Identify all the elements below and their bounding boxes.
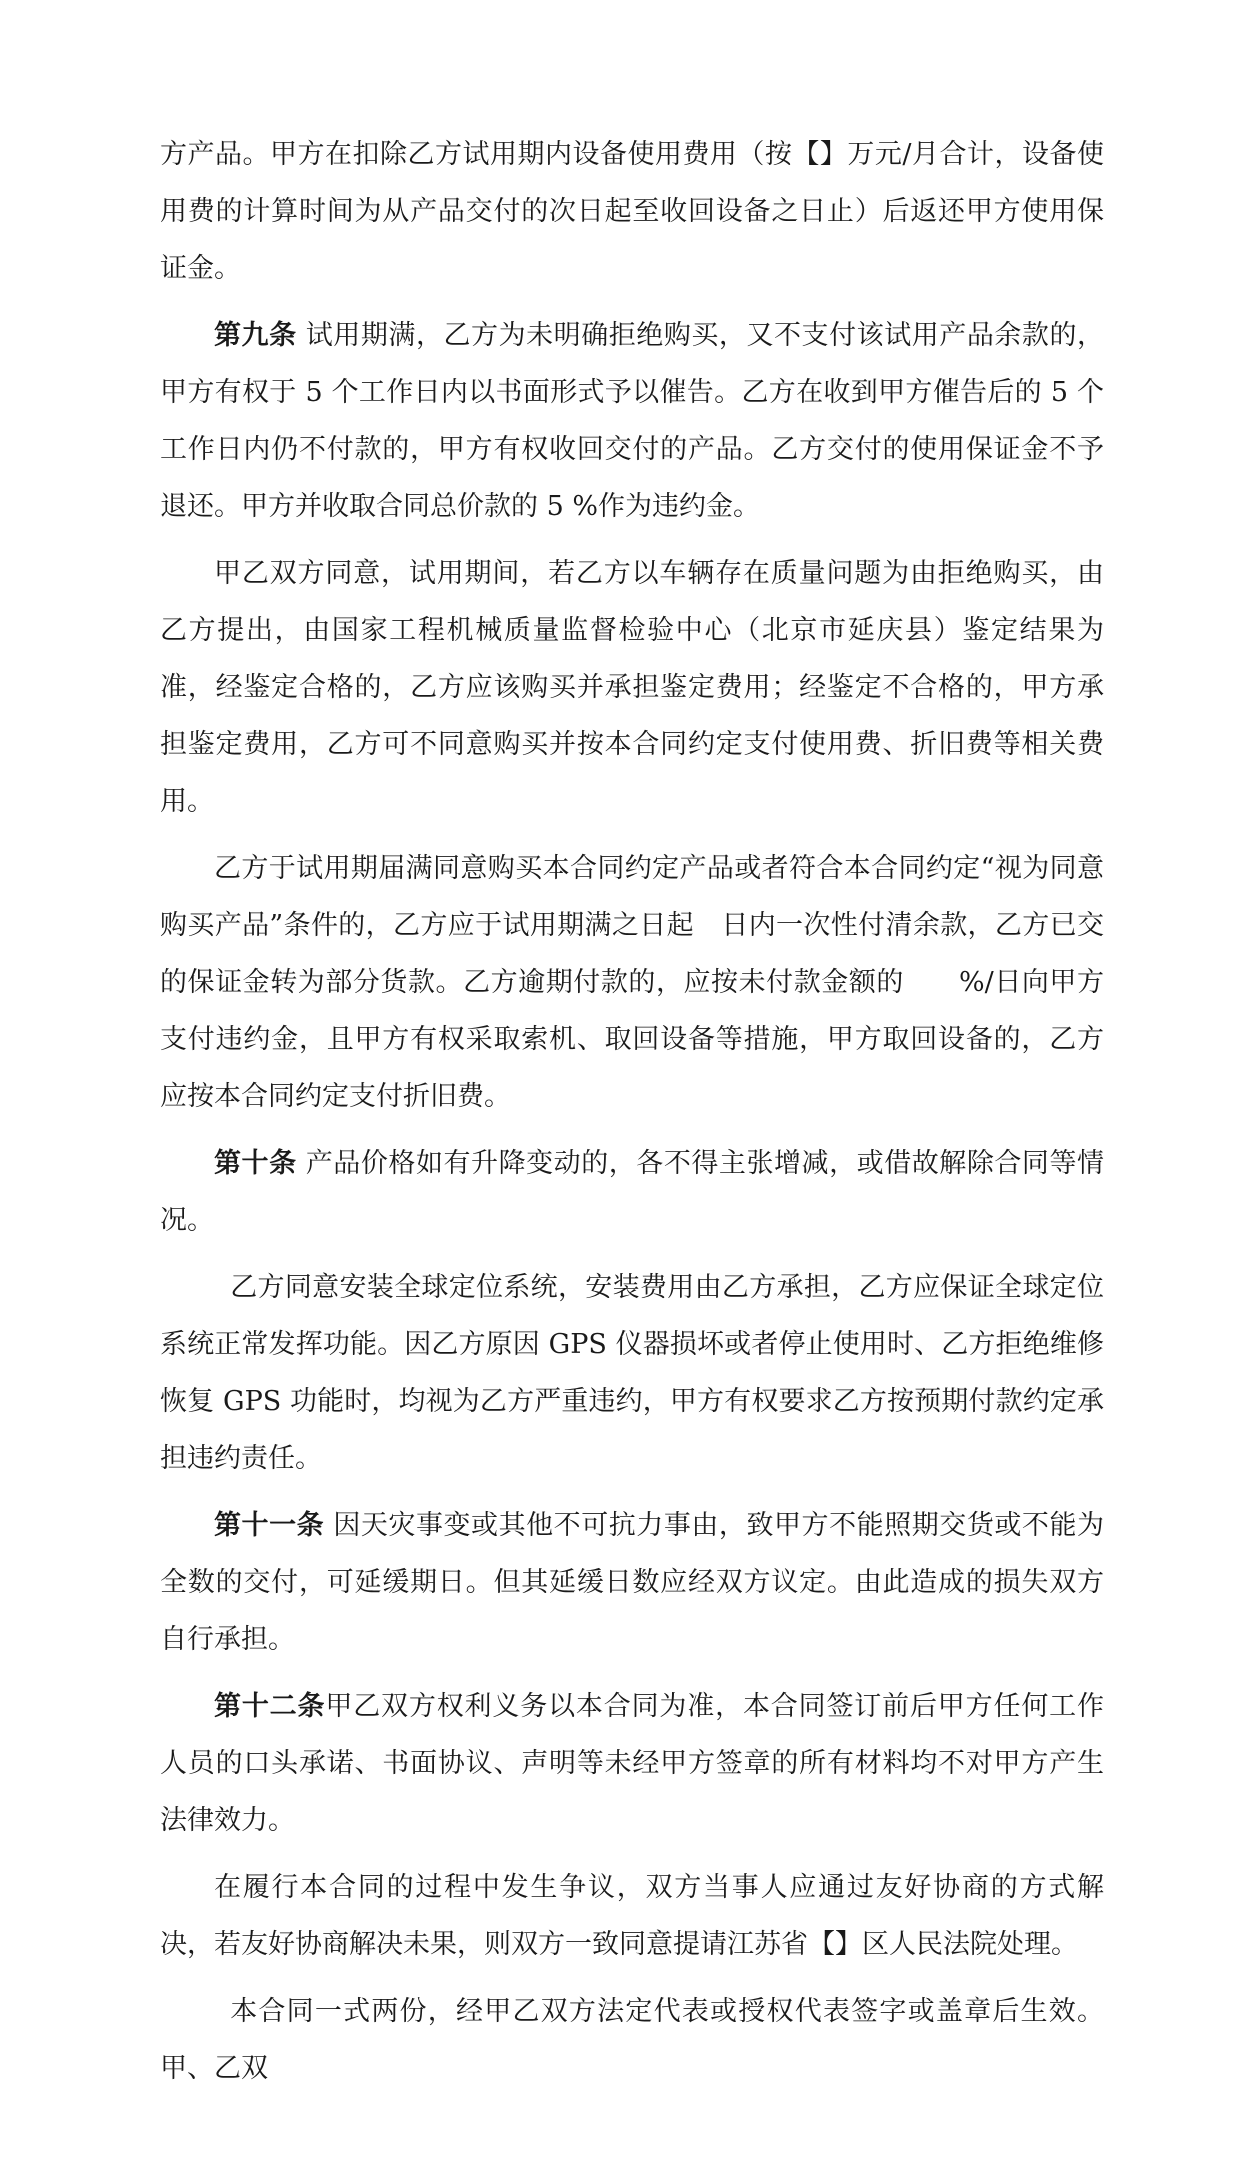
paragraph-text: 在履行本合同的过程中发生争议，双方当事人应通过友好协商的方式解决，若友好协商解决未果，则双方一致同意提请江苏省【】区人民法院处理。 xyxy=(160,1872,1104,1960)
paragraph-continuation xyxy=(160,126,1104,297)
paragraph-article-12 xyxy=(160,1678,1104,1849)
article-label: 第十一条 xyxy=(214,1510,325,1541)
paragraph-text: 乙方同意安装全球定位系统，安装费用由乙方承担，乙方应保证全球定位系统正常发挥功能。因乙方原因 GPS 仪器损坏或者停止使用时、乙方拒绝维修恢复 GPS 功能时，均视为乙方严重违约，甲方有权要求乙方按预期付款约定承担违约责任。 xyxy=(160,1272,1104,1474)
paragraph-article-10 xyxy=(160,1135,1104,1249)
article-label: 第十二条 xyxy=(214,1691,326,1722)
paragraph-text: 甲乙双方同意，试用期间，若乙方以车辆存在质量问题为由拒绝购买，由乙方提出，由国家工程机械质量监督检验中心（北京市延庆县）鉴定结果为准，经鉴定合格的，乙方应该购买并承担鉴定费用；经鉴定不合格的，甲方承担鉴定费用，乙方可不同意购买并按本合同约定支付使用费、折旧费等相关费用。 xyxy=(160,558,1104,817)
paragraph-text: 乙方于试用期届满同意购买本合同约定产品或者符合本合同约定“视为同意购买产品”条件的，乙方应于试用期满之日起 日内一次性付清余款，乙方已交的保证金转为部分货款。乙方逾期付款的，应按未付款金额的 %/日向甲方支付违约金，且甲方有权采取索机、取回设备等措施，甲方取回设备的，乙方应按本合同约定支付折旧费。 xyxy=(160,853,1104,1112)
article-label: 第九条 xyxy=(214,320,297,351)
paragraph-text: 甲乙双方权利义务以本合同为准，本合同签订前后甲方任何工作人员的口头承诺、书面协议、声明等未经甲方签章的所有材料均不对甲方产生法律效力。 xyxy=(160,1691,1105,1836)
paragraph-text: 试用期满，乙方为未明确拒绝购买，又不支付该试用产品余款的，甲方有权于 5 个工作日内以书面形式予以催告。乙方在收到甲方催告后的 5 个工作日内仍不付款的，甲方有权收回交付的产品。乙方交付的使用保证金不予退还。甲方并收取合同总价款的 5 %作为违约金。 xyxy=(160,320,1104,522)
paragraph-execution-clause xyxy=(160,1983,1104,2097)
paragraph-article-9 xyxy=(160,307,1104,535)
paragraph-text: 方产品。甲方在扣除乙方试用期内设备使用费用（按【】万元/月合计，设备使用费的计算时间为从产品交付的次日起至收回设备之日止）后返还甲方使用保证金。 xyxy=(160,139,1104,284)
paragraph-inspection-clause xyxy=(160,545,1104,830)
paragraph-text: 因天灾事变或其他不可抗力事由，致甲方不能照期交货或不能为全数的交付，可延缓期日。但其延缓日数应经双方议定。由此造成的损失双方自行承担。 xyxy=(160,1510,1104,1655)
article-label: 第十条 xyxy=(214,1148,297,1179)
paragraph-dispute-clause xyxy=(160,1859,1104,1973)
document-body xyxy=(160,126,1104,2097)
paragraph-text: 产品价格如有升降变动的，各不得主张增减，或借故解除合同等情况。 xyxy=(160,1148,1104,1236)
paragraph-article-11 xyxy=(160,1497,1104,1668)
paragraph-payment-clause xyxy=(160,840,1104,1125)
paragraph-gps-clause xyxy=(160,1259,1104,1487)
paragraph-text: 本合同一式两份，经甲乙双方法定代表或授权代表签字或盖章后生效。甲、乙双 xyxy=(160,1996,1104,2084)
